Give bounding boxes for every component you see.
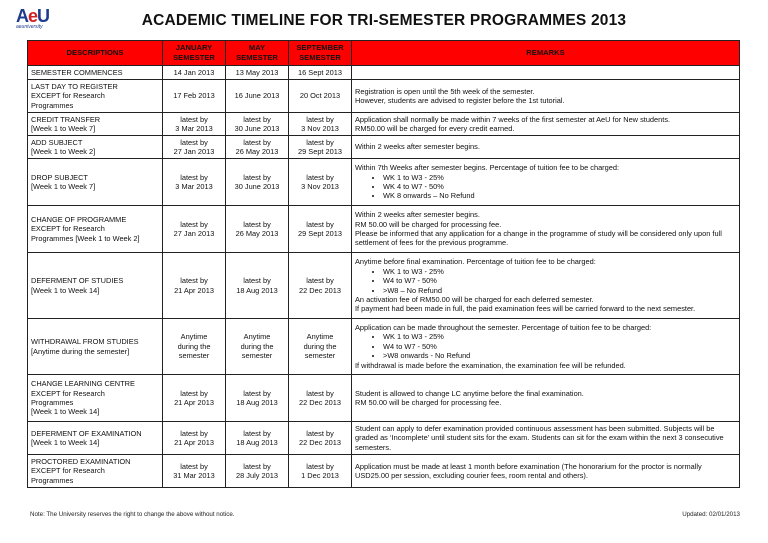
remark-bullet: • >W8 onwards - No Refund [383,351,736,360]
cell-line: DEFERMENT OF STUDIES [31,276,124,286]
remark-bullet: • WK 1 to W3 - 25% [383,332,736,341]
cell-line: 3 Nov 2013 [301,182,339,191]
cell-line: SEMESTER COMMENCES [31,67,123,77]
cell-line: 16 June 2013 [234,91,280,101]
cell-line: 20 Oct 2013 [299,91,341,101]
description-cell [28,80,163,113]
cell-line: 18 Aug 2013 [236,285,278,295]
cell-line: Anytime [306,332,334,342]
cell-line: [Week 1 to Week 7] [31,182,96,191]
cell-line: latest by [180,276,208,286]
table-row [28,422,740,455]
cell-line: [Week 1 to Week 2] [31,147,96,156]
cell-line: 21 Apr 2013 [174,285,214,295]
cell-line: 31 Mar 2013 [173,471,215,480]
jan-date-cell [163,319,226,375]
cell-line: [Week 1 to Week 14] [31,285,100,295]
cell-line: CHANGE LEARNING CENTRE [31,379,135,389]
remark-bullet: • WK 1 to W3 - 25% [383,267,736,276]
cell-line: 22 Dec 2013 [299,438,341,447]
header-january: JANUARY SEMESTER [163,41,226,66]
jan-date-cell [163,80,226,113]
jan-date-cell [163,422,226,455]
footer-updated: Updated: 02/01/2013 [682,511,740,518]
may-date-cell [226,136,289,159]
remark-line: Student can apply to defer examination provided continuous assessment has been submitted. Subjects will be graded as ‘Incomplete’ until student sits for the exam. Students can sit for the exam within the next 3 consecutive semesters. [355,423,724,452]
sep-date-cell [289,66,352,80]
cell-line: 30 June 2013 [234,124,280,133]
sep-date-cell [289,159,352,206]
cell-line: latest by [306,137,334,147]
cell-line: ADD SUBJECT [31,137,83,147]
cell-line: latest by [306,461,334,471]
cell-line: latest by [180,137,208,147]
remark-line: An activation fee of RM50.00 will be charged for each deferred semester. [355,294,594,304]
cell-line: latest by [243,388,271,398]
cell-line: latest by [180,461,208,471]
remark-line: Within 7th Weeks after semester begins. Percentage of tuition fee to be charged: [355,163,620,173]
remarks-cell [352,113,740,136]
cell-line: 1 Dec 2013 [301,471,339,480]
jan-date-cell [163,455,226,488]
remark-line: Student is allowed to change LC anytime before the final examination. [355,388,584,398]
cell-line: [Week 1 to Week 14] [31,407,100,417]
table-row [28,80,740,113]
cell-line: latest by [306,276,334,286]
jan-date-cell [163,66,226,80]
cell-line: during the [177,341,211,351]
table-row [28,113,740,136]
sep-date-cell [289,319,352,375]
cell-line: CREDIT TRANSFER [31,114,101,124]
cell-line: latest by [306,219,334,229]
table-row [28,66,740,80]
cell-line: EXCEPT for Research [31,91,105,101]
may-date-cell [226,253,289,319]
jan-date-cell [163,159,226,206]
cell-line: 3 Mar 2013 [175,182,213,191]
cell-line: latest by [243,219,271,229]
cell-line: EXCEPT for Research [31,466,105,476]
sep-date-cell [289,375,352,422]
cell-line: [Week 1 to Week 14] [31,438,100,447]
cell-line: 17 Feb 2013 [173,91,215,101]
cell-line: 3 Mar 2013 [175,124,213,133]
cell-line: 26 May 2013 [235,147,279,156]
may-date-cell [226,455,289,488]
remarks-cell [352,375,740,422]
remark-line: Application can be made throughout the semester. Percentage of tuition fee to be charged: [355,322,652,332]
footer-note: Note: The University reserves the right to change the above without notice. [30,511,235,518]
cell-line: Programmes [31,398,74,407]
cell-line: 13 May 2013 [235,67,279,77]
cell-line: during the [303,341,337,351]
may-date-cell [226,319,289,375]
may-date-cell [226,422,289,455]
table-row [28,375,740,422]
sep-date-cell [289,422,352,455]
remark-line: RM 50.00 will be charged for processing fee. [355,398,502,407]
cell-line: 16 Sept 2013 [298,67,342,77]
cell-line: latest by [180,172,208,182]
sep-date-cell [289,80,352,113]
remark-line: RM 50.00 will be charged for processing fee. [355,219,502,229]
timeline-table [27,40,740,488]
description-cell [28,375,163,422]
sep-date-cell [289,206,352,253]
cell-line: CHANGE OF PROGRAMME [31,214,127,224]
jan-date-cell [163,136,226,159]
cell-line: latest by [306,388,334,398]
may-date-cell [226,159,289,206]
header-remarks: REMARKS [352,41,740,66]
cell-line: latest by [243,172,271,182]
remark-line: Please be informed that any application for a change in the programme of study will be considered only upon full settlement of fees for the previous programme. [355,229,722,248]
description-cell [28,206,163,253]
remark-line: RM50.00 will be charged for every credit earned. [355,124,515,133]
cell-line: EXCEPT for Research [31,224,105,234]
cell-line: semester [178,351,210,361]
cell-line: PROCTORED EXAMINATION [31,456,131,466]
cell-line: Programmes [Week 1 to Week 2] [31,233,140,243]
cell-line: Anytime [180,332,208,342]
cell-line: 22 Dec 2013 [299,398,341,407]
remarks-cell [352,206,740,253]
cell-line: latest by [306,172,334,182]
cell-line: 21 Apr 2013 [174,438,214,447]
cell-line: LAST DAY TO REGISTER [31,81,118,91]
cell-line: Programmes [31,100,74,110]
cell-line: 26 May 2013 [235,229,279,238]
remark-line: Anytime before final examination. Percentage of tuition fee to be charged: [355,257,596,267]
cell-line: latest by [180,388,208,398]
cell-line: 14 Jan 2013 [173,67,215,77]
description-cell [28,253,163,319]
cell-line: latest by [243,461,271,471]
remarks-cell [352,455,740,488]
sep-date-cell [289,253,352,319]
may-date-cell [226,113,289,136]
remark-bullet: • WK 1 to W3 - 25% [383,173,736,182]
table-row [28,206,740,253]
cell-line: 3 Nov 2013 [301,124,339,133]
cell-line: latest by [180,219,208,229]
remark-bullet: • W4 to W7 - 50% [383,342,736,351]
description-cell [28,113,163,136]
cell-line: EXCEPT for Research [31,388,105,398]
description-cell [28,66,163,80]
cell-line: DROP SUBJECT [31,172,88,182]
cell-line: latest by [306,428,334,438]
may-date-cell [226,375,289,422]
cell-line: during the [240,341,274,351]
jan-date-cell [163,253,226,319]
table-body [28,66,740,488]
cell-line: latest by [180,114,208,124]
table-row [28,136,740,159]
remark-line: Registration is open until the 5th week of the semester. [355,86,535,96]
remark-bullets [355,267,736,295]
cell-line: latest by [243,114,271,124]
cell-line: 30 June 2013 [234,182,280,191]
cell-line: 28 July 2013 [236,471,278,480]
header-september: SEPTEMBER SEMESTER [289,41,352,66]
cell-line: 21 Apr 2013 [174,398,214,407]
table-header-row [28,41,740,66]
remark-line: If payment had been made in full, the paid examination fees will be carried forward to the next semester. [355,304,696,314]
cell-line: semester [241,351,273,361]
university-logo: AeU aeuniversity [16,6,50,30]
remarks-cell [352,66,740,80]
may-date-cell [226,206,289,253]
remark-bullets [355,332,736,360]
remark-line: Application must be made at least 1 month before examination (The honorarium for the proctor is normally USD25.00 per session, excluding courier fees, room rental and others). [355,461,702,480]
sep-date-cell [289,113,352,136]
cell-line: semester [304,351,336,361]
description-cell [28,136,163,159]
table-row [28,455,740,488]
cell-line: 27 Jan 2013 [173,147,215,156]
may-date-cell [226,80,289,113]
remark-bullet: • WK 4 to W7 - 50% [383,182,736,191]
remark-line: Within 2 weeks after semester begins. [355,210,480,220]
cell-line: latest by [306,114,334,124]
cell-line: [Anytime during the semester] [31,346,130,356]
cell-line: Programmes [31,475,74,485]
cell-line: DEFERMENT OF EXAMINATION [31,428,142,438]
remarks-cell [352,253,740,319]
remarks-cell [352,80,740,113]
remark-bullet: • W4 to W7 - 50% [383,276,736,285]
remarks-cell [352,159,740,206]
jan-date-cell [163,206,226,253]
cell-line: 29 Sept 2013 [298,229,342,238]
cell-line: latest by [243,428,271,438]
cell-line: [Week 1 to Week 7] [31,124,96,133]
table-row [28,319,740,375]
jan-date-cell [163,113,226,136]
cell-line: 18 Aug 2013 [236,398,278,407]
remark-bullet: • >W8 – No Refund [383,286,736,295]
table-row [28,253,740,319]
sep-date-cell [289,455,352,488]
cell-line: latest by [180,428,208,438]
remark-line: Within 2 weeks after semester begins. [355,142,480,152]
header-may: MAY SEMESTER [226,41,289,66]
remark-line: If withdrawal is made before the examination, the examination fee will be refunded. [355,360,626,370]
cell-line: 18 Aug 2013 [236,438,278,447]
description-cell [28,455,163,488]
cell-line: 22 Dec 2013 [299,285,341,295]
cell-line: latest by [243,137,271,147]
remarks-cell [352,422,740,455]
description-cell [28,319,163,375]
remark-bullet: • WK 8 onwards – No Refund [383,191,736,200]
header-descriptions: DESCRIPTIONS [28,41,163,66]
cell-line: Anytime [243,332,271,342]
remark-line: However, students are advised to register before the 1st tutorial. [355,96,565,105]
sep-date-cell [289,136,352,159]
table-row [28,159,740,206]
description-cell [28,159,163,206]
page-title: ACADEMIC TIMELINE FOR TRI-SEMESTER PROGRAMMES 2013 [141,12,627,29]
remark-line: Application shall normally be made within 7 weeks of the first semester at AeU for New students. [355,114,671,124]
remark-bullets [355,173,736,201]
description-cell [28,422,163,455]
cell-line: WITHDRAWAL FROM STUDIES [31,337,139,347]
remarks-cell [352,319,740,375]
cell-line: latest by [243,276,271,286]
cell-line: 27 Jan 2013 [173,229,215,238]
cell-line: 29 Sept 2013 [298,147,342,156]
remarks-cell [352,136,740,159]
may-date-cell [226,66,289,80]
jan-date-cell [163,375,226,422]
